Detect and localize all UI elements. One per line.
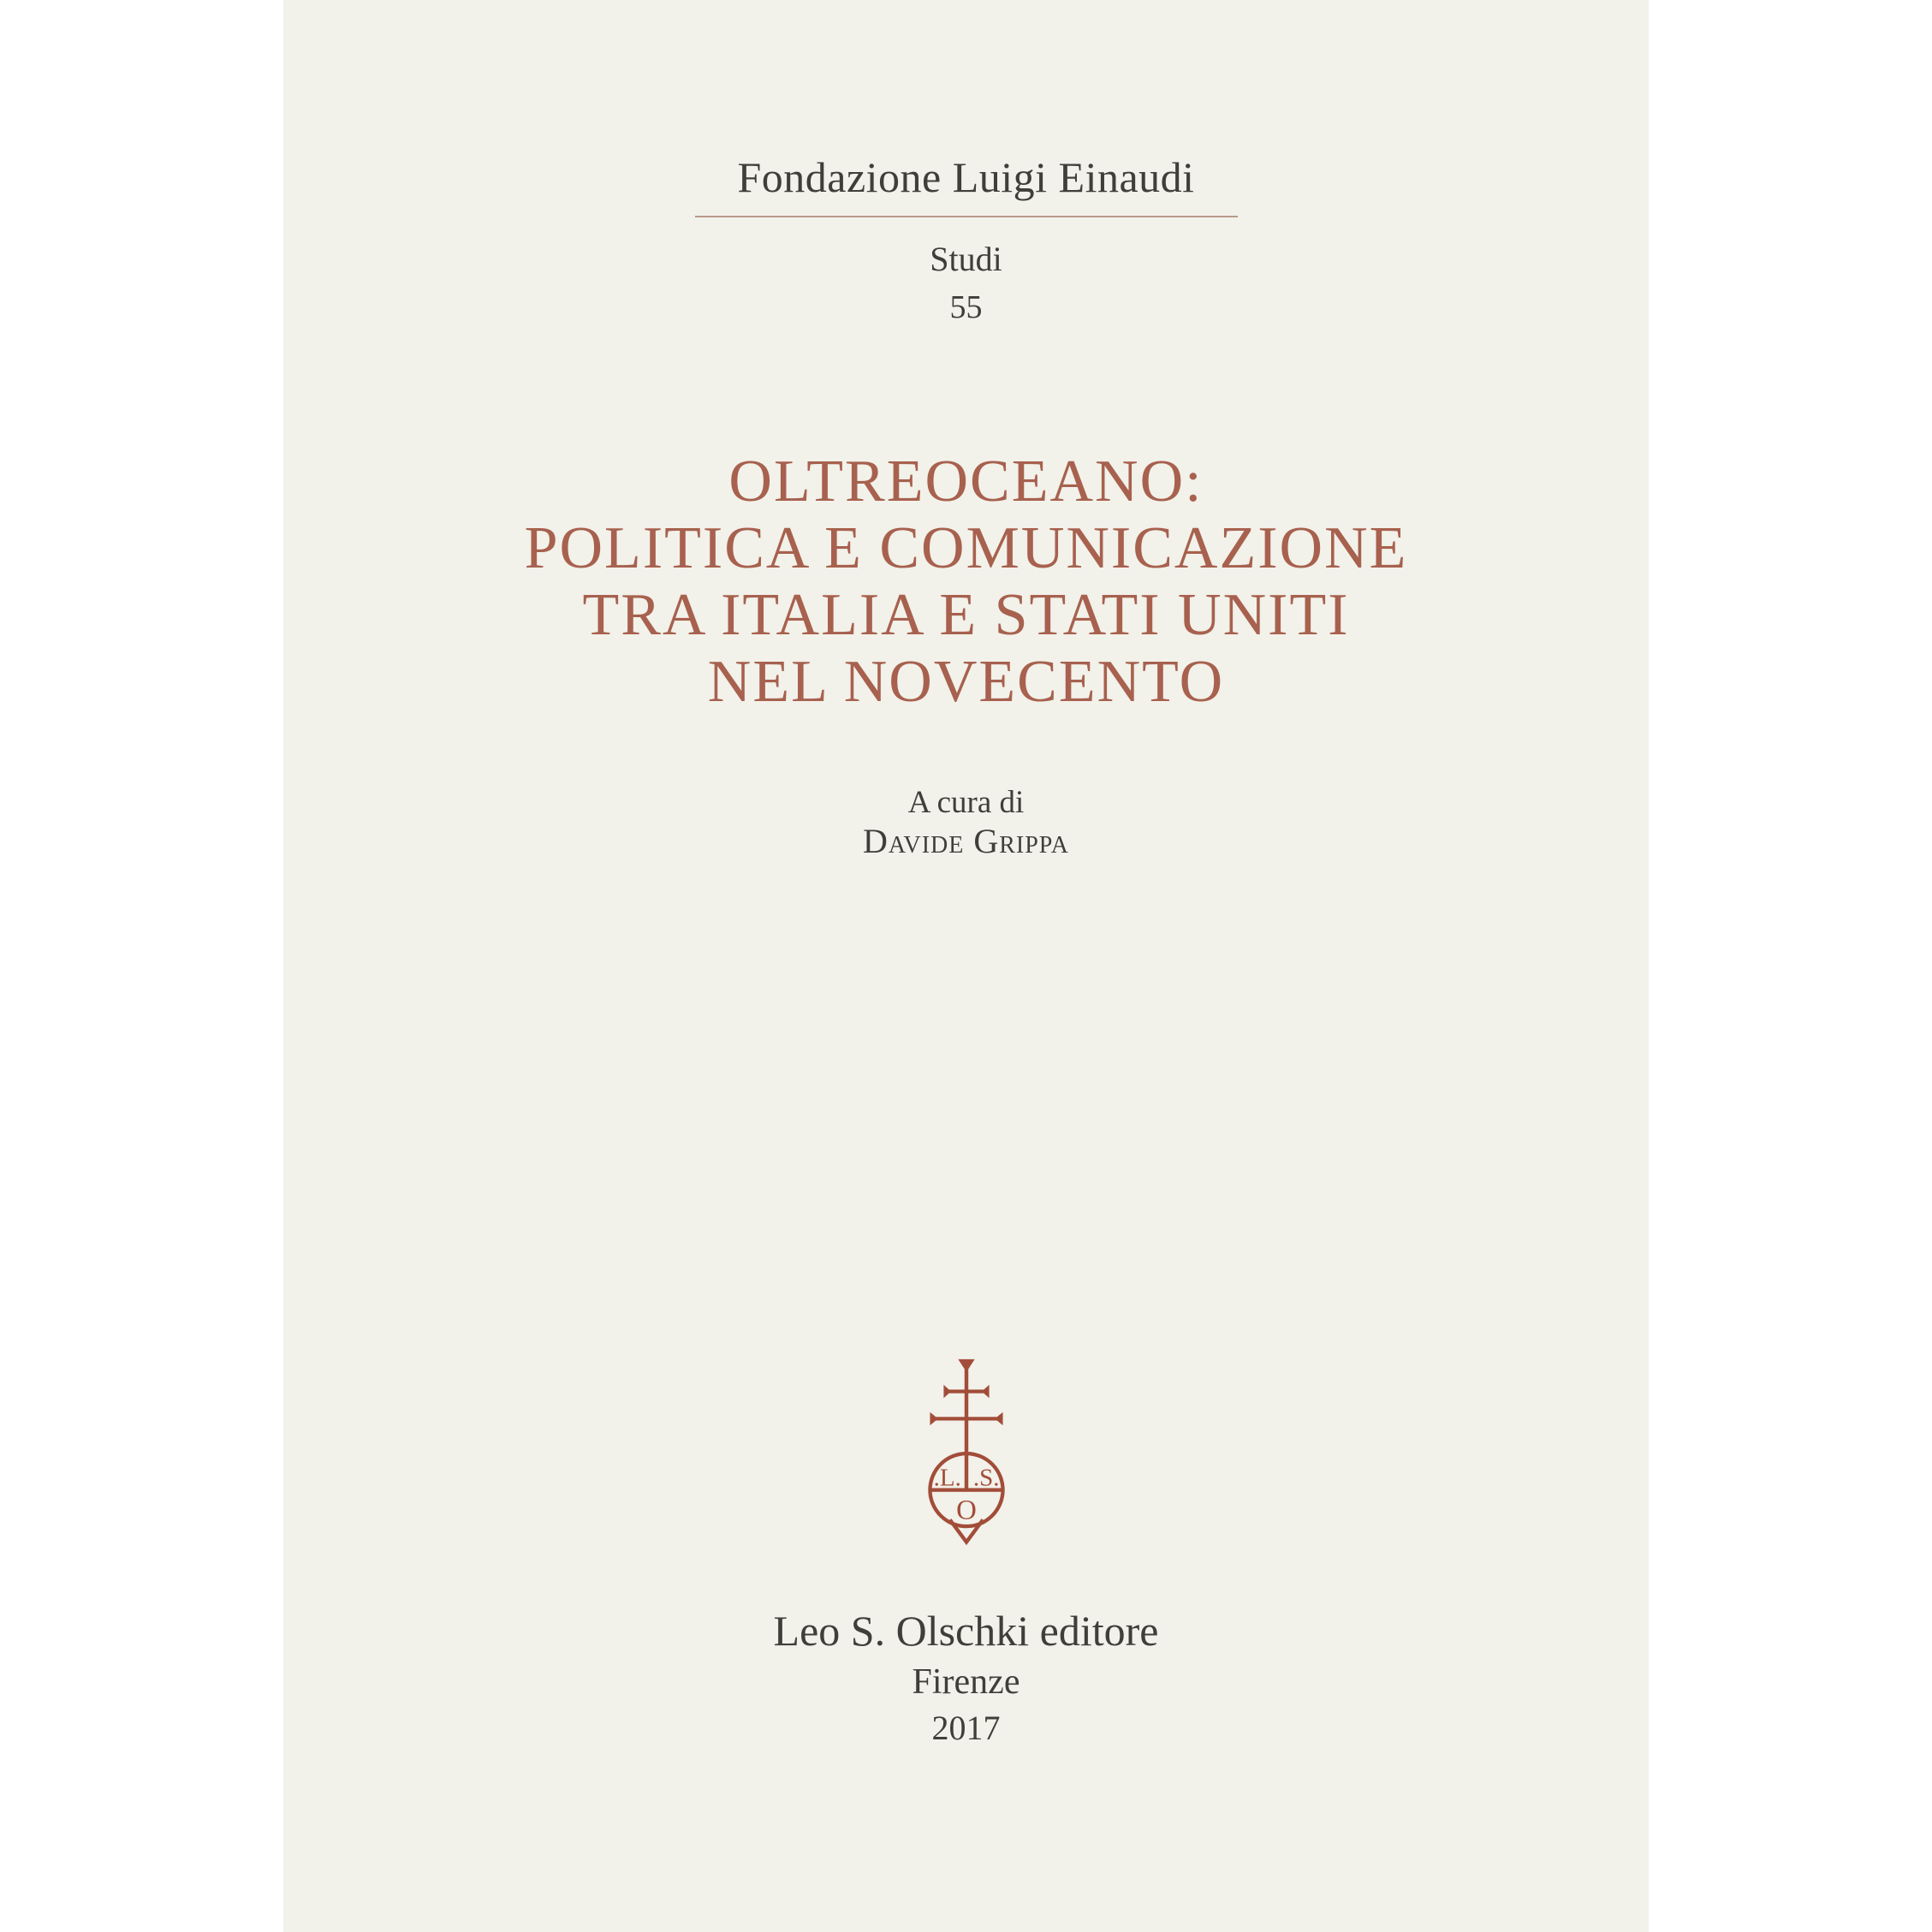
series-number: 55 xyxy=(949,289,983,325)
book-title xyxy=(283,449,1649,716)
imprint-year: 2017 xyxy=(931,1709,1001,1747)
series-label: Studi xyxy=(930,240,1002,278)
editor-name: Davide Grippa xyxy=(862,822,1070,860)
book-title-line-2: POLITICA E COMUNICAZIONE xyxy=(524,515,1408,581)
institution-name: Fondazione Luigi Einaudi xyxy=(737,153,1195,201)
editor-prefix: A cura di xyxy=(907,785,1025,820)
logo-monogram-bottom: O xyxy=(955,1495,977,1526)
publisher-name: Leo S. Olschki editore xyxy=(773,1607,1159,1655)
logo-monogram-right: .S. xyxy=(972,1464,1000,1492)
header-divider-rule xyxy=(695,216,1238,217)
book-title-line-1: OLTREOCEANO: xyxy=(728,449,1204,514)
olschki-cross-circle-icon xyxy=(911,1355,1022,1554)
book-title-line-4: NEL NOVECENTO xyxy=(707,649,1225,715)
logo-monogram-left: .L. xyxy=(933,1464,961,1492)
imprint-city: Firenze xyxy=(912,1662,1020,1702)
book-cover xyxy=(283,0,1649,1932)
publisher-logo-icon xyxy=(911,1355,1022,1554)
book-title-line-3: TRA ITALIA E STATI UNITI xyxy=(582,582,1350,648)
